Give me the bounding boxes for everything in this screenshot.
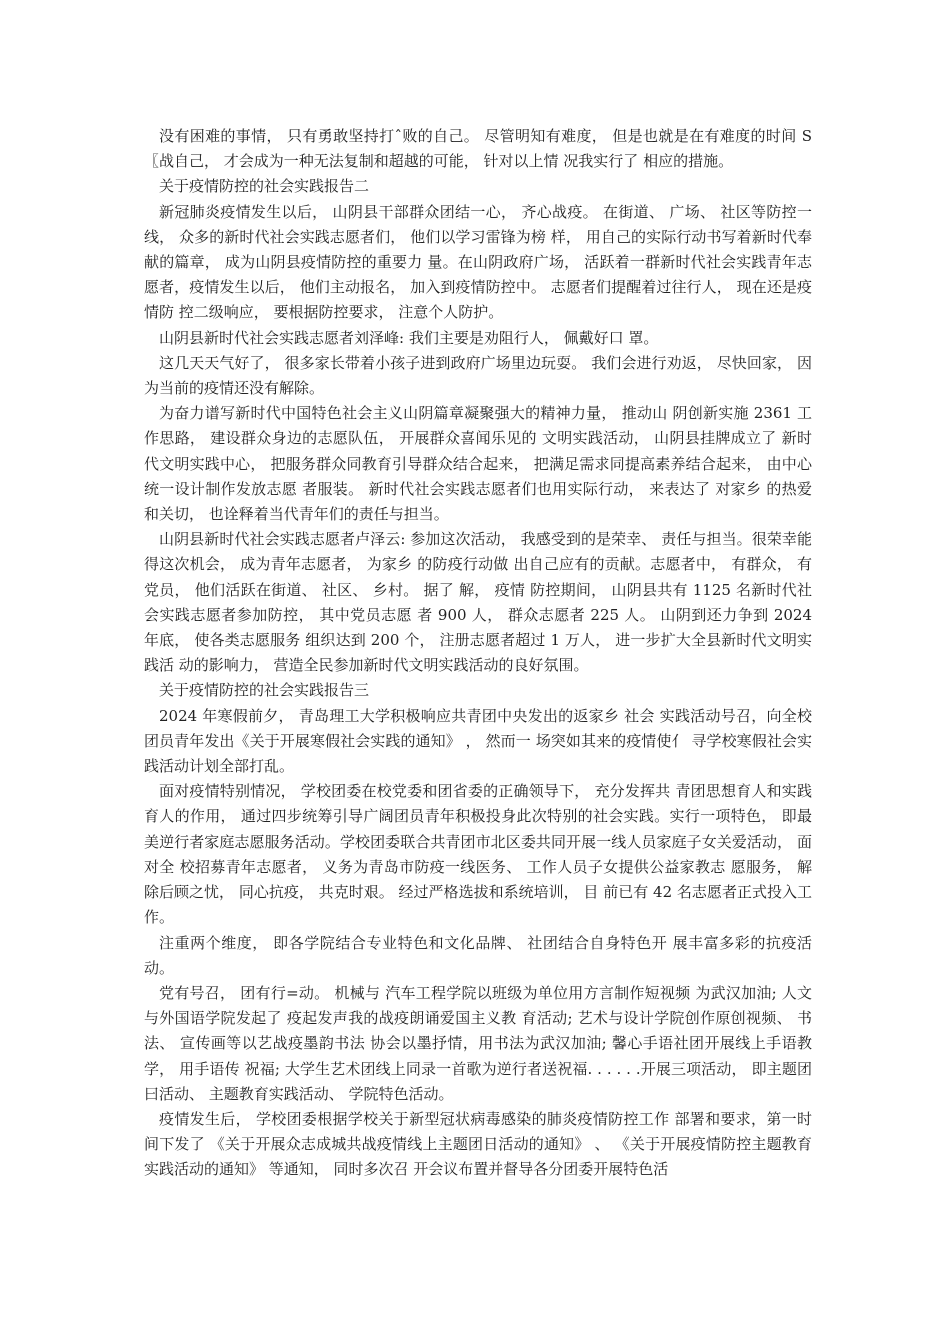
paragraph: 2024 年寒假前夕， 青岛理工大学积极响应共青团中央发出的返家乡 社会 实践活动号召，向全校团员青年发出《关于开展寒假社会实践的通知》 ， 然而一 场突如其来的疫情使⺅ 寻学校寒假社会实践活动计划全部打乱。: [144, 706, 812, 776]
paragraph: 疫情发生后， 学校团委根据学校关于新型冠状病毒感染的肺炎疫情防控工作 部署和要求，第一时间下发了 《关于开展众志成城共战疫情线上主题团日活动的通知》 、 《关于开展疫情防控主题教育实践活动的通知》 等通知， 同时多次召 开会议布置并督导各分团委开展特色活: [144, 1109, 812, 1179]
paragraph: 山阴县新时代社会实践志愿者刘泽峰: 我们主要是劝阻行人， 佩戴好口 罩。: [159, 328, 659, 347]
paragraph: 新冠肺炎疫情发生以后， 山阴县干部群众团结一心， 齐心战疫。 在街道、 广场、 社区等防控一线， 众多的新时代社会实践志愿者们， 他们以学习雷锋为榜 样， 用自己的实际行动书写着新时代奉献的篇章， 成为山阴县疫情防控的重要力 量。在山阴政府广场， 活跃着一群新时代社会实践青年志愿者，疫情发生以后， 他们主动报名， 加入到疫情防控中。 志愿者们提醒着过往行人， 现在还是疫情防 控二级响应， 要根据防控要求， 注意个人防护。: [144, 202, 812, 322]
paragraph: 这几天天气好了， 很多家长带着小孩子进到政府广场里边玩耍。 我们会进行劝返， 尽快回家， 因为当前的疫情还没有解除。: [144, 353, 812, 398]
paragraph: 没有困难的事情， 只有勇敢坚持打ˆ败的自己。 尽管明知有难度， 但是也就是在有难度的时间 S〖战自己， 才会成为一种无法复制和超越的可能， 针对以上情 况我实行了 相应的措施。: [144, 127, 812, 171]
paragraph: 山阴县新时代社会实践志愿者卢泽云: 参加这次活动， 我感受到的是荣幸、 责任与担当。很荣幸能得这次机会， 成为青年志愿者， 为家乡 的防疫行动做 出自己应有的贡献。志愿者中， 有群众， 有党员， 他们活跃在街道、 社区、 乡村。 据了 解， 疫情 防控期间， 山阴县共有 1125 名新时代社会实践志愿者参加防控， 其中党员志愿 者 900 人， 群众志愿者 225 人。 山阴到还力争到 2024 年底， 使各类志愿服务 组织达到 200 个， 注册志愿者超过 1 万人， 进一步扩大全县新时代文明实践活 动的影响力， 营造全民参加新时代文明实践活动的良好氛围。: [144, 530, 812, 675]
paragraph: 党有号召， 团有行=动。 机械与 汽车工程学院以班级为单位用方言制作短视频 为武汉加油; 人文与外国语学院发起了 疫起发声我的战疫朗诵爱国主义教 育活动; 艺术与设计学院创作原创视频、 书法、 宣传画等以艺战疫墨韵书法 协会以墨抒情，用书法为武汉加油; 馨心手语社团开展线上手语教学， 用手语传 祝福; 大学生艺术团线上同录一首歌为逆行者送祝福. . . . . .开展三项活动， 即主题团曰活动、 主题教育实践活动、 学院特色活动。: [144, 983, 812, 1103]
paragraph: 面对疫情特别情况， 学校团委在校党委和团省委的正确领导下， 充分发挥共 青团思想育人和实践育人的作用， 通过四步统筹引导广阔团员青年积极投身此次特别的社会实践。实行一项特色， 即最美逆行者家庭志愿服务活动。学校团委联合共青团市北区委共同开展一线人员家庭子女关爱活动， 面对全 校招募青年志愿者， 义务为青岛市防疫一线医务、 工作人员子女提供公益家教志 愿服务， 解除后顾之忧， 同心抗疫， 共克时艰。 经过严格选拔和系统培训， 目 前已有 42 名志愿者正式投入工作。: [144, 782, 812, 927]
document-body: [144, 124, 812, 1183]
section-heading: 关于疫情防控的社会实践报告三: [159, 681, 370, 700]
paragraph: 为奋力谱写新时代中国特色社会主义山阴篇章凝聚强大的精神力量， 推动山 阴创新实施 2361 工作思路， 建设群众身边的志愿队伍， 开展群众喜闻乐见的 文明实践活动， 山阴县挂牌成立了 新时代文明实践中心， 把服务群众同教育引导群众结合起来， 把满足需求同提高素养结合起来， 由中心统一设计制作发放志愿 者服装。 新时代社会实践志愿者们也用实际行动， 来表达了 对家乡 的热爱和关切， 也诠释着当代青年们的责任与担当。: [144, 404, 812, 524]
paragraph: 注重两个维度， 即各学院结合专业特色和文化品牌、 社团结合自身特色开 展丰富多彩的抗疫活动。: [144, 933, 812, 977]
section-heading: 关于疫情防控的社会实践报告二: [159, 177, 370, 196]
